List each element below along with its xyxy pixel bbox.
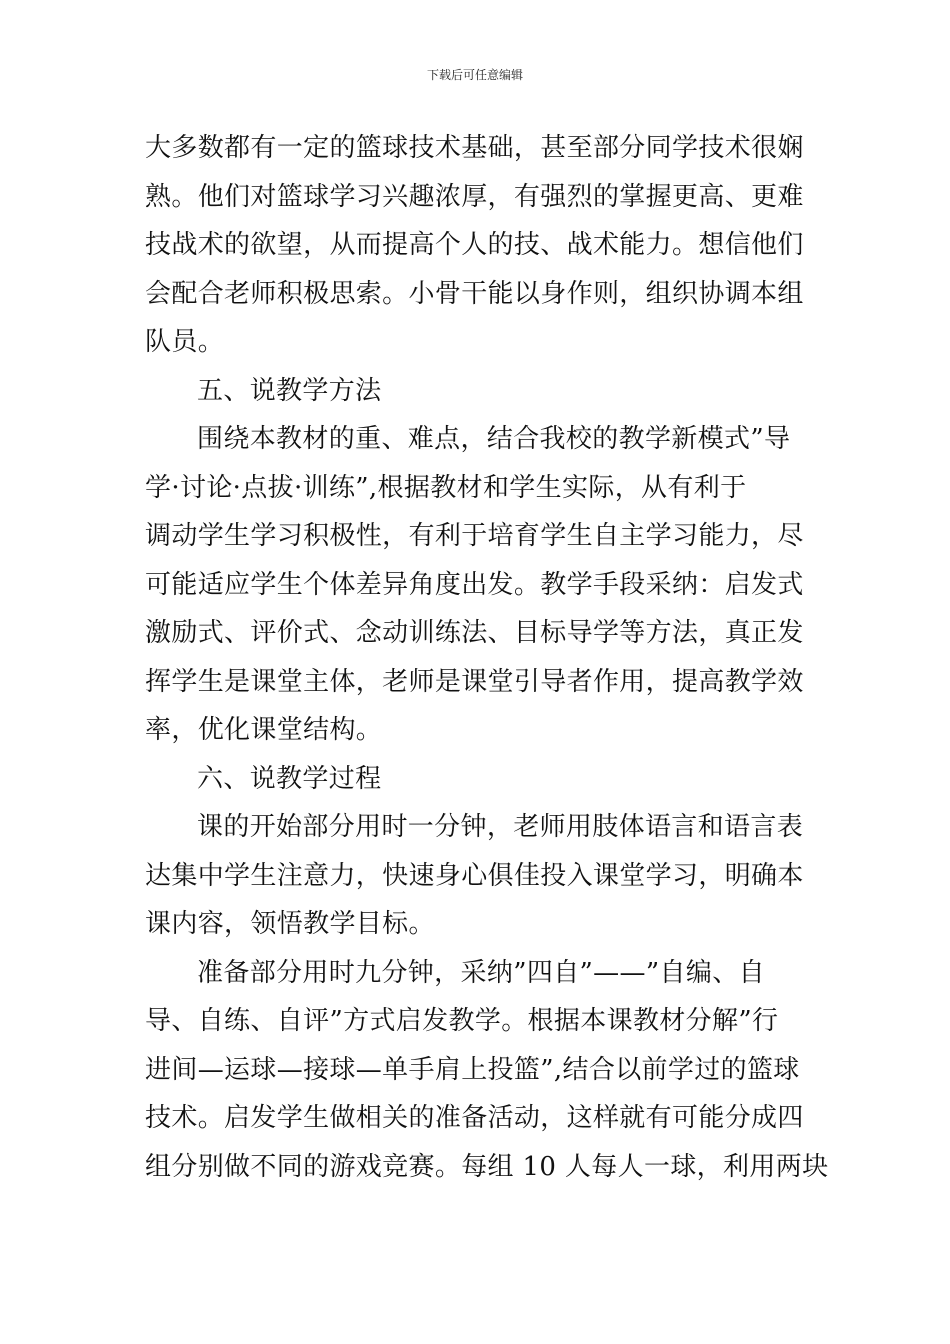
text-line: 五、说教学方法: [197, 375, 382, 406]
text-line: 队员。: [145, 327, 225, 357]
text-line: 可能适应学生个体差异角度出发。教学手段采纳：启发式: [145, 569, 804, 600]
text-line: 达集中学生注意力，快速身心俱佳投入课堂学习，明确本: [145, 860, 804, 891]
text-line: 课的开始部分用时一分钟，老师用肢体语言和语言表: [197, 812, 804, 842]
page-header: 下载后可任意编辑: [426, 68, 523, 82]
text-line: 技术。启发学生做相关的准备活动，这样就有可能分成四: [145, 1103, 804, 1133]
text-line: 率，优化课堂结构。: [145, 715, 383, 745]
text-line: 挥学生是课堂主体，老师是课堂引导者作用，提高教学效: [145, 666, 804, 697]
text-line: 六、说教学过程: [197, 763, 382, 794]
text-line: 熟。他们对篮球学习兴趣浓厚，有强烈的掌握更高、更难: [145, 181, 804, 212]
text-line: 学·讨论·点拔·训练”,根据教材和学生实际，从有利于: [145, 472, 747, 503]
text-line: 进间—运球—接球—单手肩上投篮”,结合以前学过的篮球: [145, 1054, 800, 1085]
text-line: 课内容，领悟教学目标。: [145, 909, 435, 939]
text-line: 会配合老师积极思索。小骨干能以身作则，组织协调本组: [145, 278, 804, 309]
text-line: 技战术的欲望，从而提高个人的技、战术能力。想信他们: [145, 230, 804, 260]
text-line: 调动学生学习积极性，有利于培育学生自主学习能力，尽: [145, 521, 804, 551]
text-line: 激励式、评价式、念动训练法、目标导学等方法，真正发: [145, 618, 804, 648]
text-line: 导、自练、自评”方式启发教学。根据本课教材分解”行: [145, 1006, 779, 1036]
text-line: 组分别做不同的游戏竞赛。每组 10 人每人一球，利用两块: [145, 1151, 829, 1182]
document-body: [145, 124, 829, 1191]
text-line: 大多数都有一定的篮球技术基础，甚至部分同学技术很娴: [145, 133, 804, 163]
text-line: 围绕本教材的重、难点，结合我校的教学新模式”导: [197, 424, 791, 454]
text-line: 准备部分用时九分钟，采纳”四自”——”自编、自: [197, 957, 765, 988]
